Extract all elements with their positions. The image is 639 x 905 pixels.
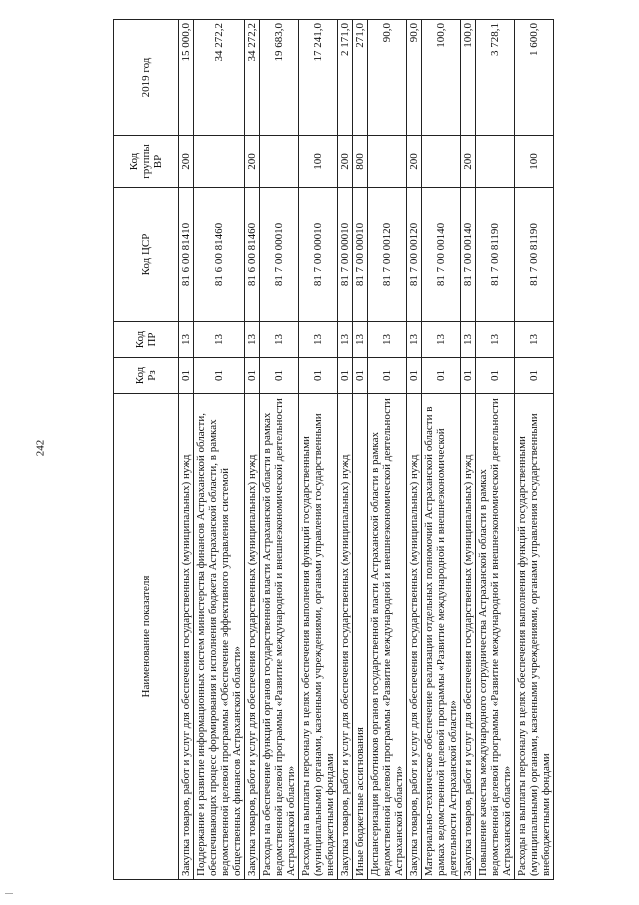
- row-rz: 01: [194, 358, 245, 394]
- row-pr: 13: [260, 322, 299, 358]
- row-rz: 01: [476, 358, 515, 394]
- row-amount: 34 272,2: [194, 20, 245, 136]
- row-amount: 271,0: [353, 20, 368, 136]
- row-amount: 90,0: [407, 20, 422, 136]
- row-amount: 100,0: [461, 20, 476, 136]
- row-vr: 800: [353, 136, 368, 188]
- row-rz: 01: [353, 358, 368, 394]
- table-row: [476, 20, 515, 880]
- row-vr: 200: [407, 136, 422, 188]
- row-csr: 81 7 00 00120: [368, 188, 407, 322]
- row-amount: 19 683,0: [260, 20, 299, 136]
- row-amount: 90,0: [368, 20, 407, 136]
- row-pr: 13: [461, 322, 476, 358]
- row-rz: 01: [461, 358, 476, 394]
- row-pr: 13: [407, 322, 422, 358]
- row-amount: 17 241,0: [299, 20, 338, 136]
- row-name: Закупка товаров, работ и услуг для обеспечения государственных (муниципальных) нужд: [338, 394, 353, 880]
- table-row: [353, 20, 368, 880]
- table-row: [260, 20, 299, 880]
- row-rz: 01: [299, 358, 338, 394]
- row-rz: 01: [179, 358, 194, 394]
- row-rz: 01: [515, 358, 554, 394]
- row-name: Поддержание и развитие информационных систем министерства финансов Астраханской области, обеспечивающих процесс формирования и исполнения бюджета Астраханской области, в рамках ведомственной целевой программы «Обеспечение эффективного управления системой общественных финансов Астраханской области»: [194, 394, 245, 880]
- row-pr: 13: [476, 322, 515, 358]
- header-year: 2019 год: [114, 20, 179, 136]
- row-vr: 100: [299, 136, 338, 188]
- row-rz: 01: [338, 358, 353, 394]
- row-pr: 13: [422, 322, 461, 358]
- row-rz: 01: [260, 358, 299, 394]
- row-rz: 01: [422, 358, 461, 394]
- page-number: 242: [34, 439, 47, 457]
- table-row: [338, 20, 353, 880]
- table-row: [515, 20, 554, 880]
- header-rz: Код Рз: [114, 358, 179, 394]
- row-rz: 01: [407, 358, 422, 394]
- row-name: Расходы на выплаты персоналу в целях обеспечения выполнения функций государственными (муниципальными) органами, казенными учреждениями, органами управления государственными внебюджетными фондами: [299, 394, 338, 880]
- row-csr: 81 7 00 81190: [515, 188, 554, 322]
- row-name: Диспансеризация работников органов государственной власти Астраханской области в рамках ведомственной целевой программы «Развитие международной и внешнеэкономической деятельности Астраханской области»: [368, 394, 407, 880]
- row-vr: [260, 136, 299, 188]
- row-amount: 34 272,2: [245, 20, 260, 136]
- row-name: Закупка товаров, работ и услуг для обеспечения государственных (муниципальных) нужд: [179, 394, 194, 880]
- row-vr: 200: [461, 136, 476, 188]
- row-rz: 01: [245, 358, 260, 394]
- row-csr: 81 7 00 00140: [422, 188, 461, 322]
- table-row: [461, 20, 476, 880]
- row-csr: 81 7 00 00010: [299, 188, 338, 322]
- row-csr: 81 7 00 00010: [338, 188, 353, 322]
- row-name: Повышение качества международного сотрудничества Астраханской области в рамках ведомственной целевой программы «Развитие международной и внешнеэкономической деятельности Астраханской области»: [476, 394, 515, 880]
- row-vr: [194, 136, 245, 188]
- row-name: Закупка товаров, работ и услуг для обеспечения государственных (муниципальных) нужд: [407, 394, 422, 880]
- row-name: Закупка товаров, работ и услуг для обеспечения государственных (муниципальных) нужд: [245, 394, 260, 880]
- row-csr: 81 7 00 00140: [461, 188, 476, 322]
- rotated-table-container: [113, 20, 638, 880]
- row-rz: 01: [368, 358, 407, 394]
- header-vr: Код группы ВР: [114, 136, 179, 188]
- header-pr: Код ПР: [114, 322, 179, 358]
- table-row: [194, 20, 245, 880]
- row-pr: 13: [338, 322, 353, 358]
- table-row: [422, 20, 461, 880]
- row-pr: 13: [515, 322, 554, 358]
- row-pr: 13: [194, 322, 245, 358]
- row-pr: 13: [179, 322, 194, 358]
- row-vr: [368, 136, 407, 188]
- row-csr: 81 7 00 00010: [260, 188, 299, 322]
- row-vr: [476, 136, 515, 188]
- table-body: [179, 20, 554, 880]
- row-amount: 3 728,1: [476, 20, 515, 136]
- row-amount: 2 171,0: [338, 20, 353, 136]
- row-pr: 13: [368, 322, 407, 358]
- row-vr: 200: [179, 136, 194, 188]
- row-name: Закупка товаров, работ и услуг для обеспечения государственных (муниципальных) нужд: [461, 394, 476, 880]
- row-pr: 13: [299, 322, 338, 358]
- row-csr: 81 7 00 00010: [353, 188, 368, 322]
- table-row: [299, 20, 338, 880]
- row-amount: 1 600,0: [515, 20, 554, 136]
- row-amount: 15 000,0: [179, 20, 194, 136]
- table-row: [407, 20, 422, 880]
- table-row: [368, 20, 407, 880]
- row-vr: 200: [245, 136, 260, 188]
- row-name: Расходы на обеспечение функций органов государственной власти Астраханской области в рамках ведомственной целевой программы «Развитие международной и внешнеэкономической деятельности Астраханской области»: [260, 394, 299, 880]
- table-row: [179, 20, 194, 880]
- row-csr: 81 6 00 81460: [194, 188, 245, 322]
- row-pr: 13: [353, 322, 368, 358]
- header-name: Наименование показателя: [114, 394, 179, 880]
- row-vr: [422, 136, 461, 188]
- table-row: [245, 20, 260, 880]
- row-csr: 81 6 00 81460: [245, 188, 260, 322]
- row-name: Материально-техническое обеспечение реализации отдельных полномочий Астраханской области в рамках ведомственной целевой программы «Развитие международной и внешнеэкономической деятельности Астраханской области»: [422, 394, 461, 880]
- row-name: Расходы на выплаты персоналу в целях обеспечения выполнения функций государственными (муниципальными) органами, казенными учреждениями, органами управления государственными внебюджетными фондами: [515, 394, 554, 880]
- row-vr: 100: [515, 136, 554, 188]
- header-csr: Код ЦСР: [114, 188, 179, 322]
- row-amount: 100,0: [422, 20, 461, 136]
- margin-mark: [5, 893, 13, 895]
- row-csr: 81 7 00 81190: [476, 188, 515, 322]
- row-csr: 81 7 00 00120: [407, 188, 422, 322]
- table-header-row: [114, 20, 179, 880]
- row-csr: 81 6 00 81410: [179, 188, 194, 322]
- row-pr: 13: [245, 322, 260, 358]
- row-vr: 200: [338, 136, 353, 188]
- budget-table: [113, 19, 554, 880]
- row-name: Иные бюджетные ассигнования: [353, 394, 368, 880]
